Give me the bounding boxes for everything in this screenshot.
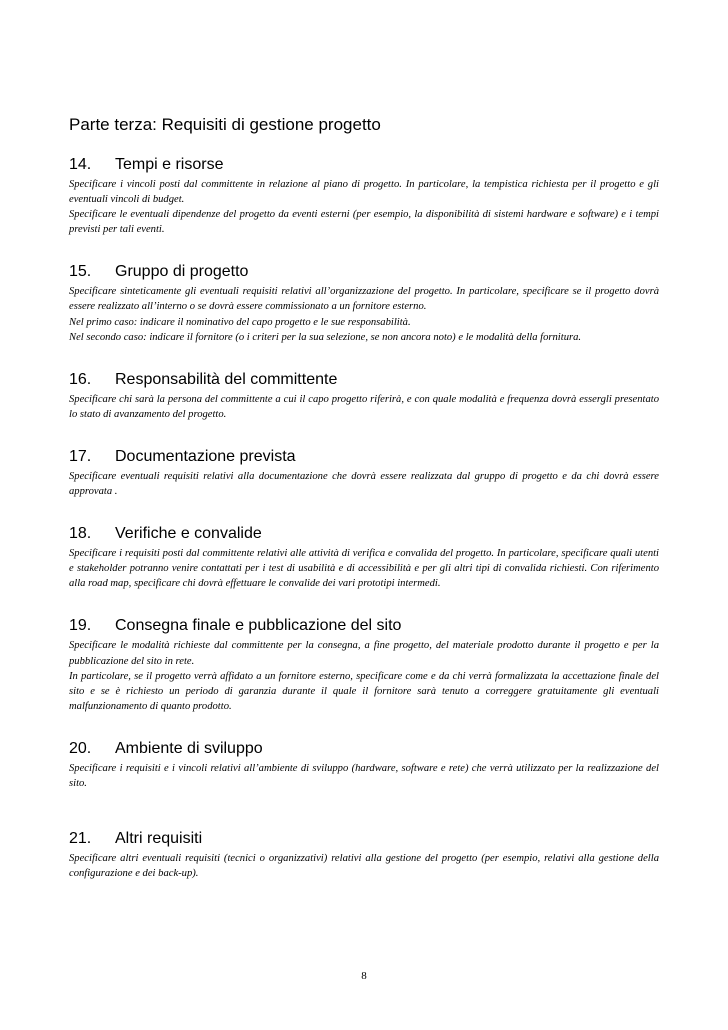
section-title: Verifiche e convalide xyxy=(115,525,262,543)
section-heading xyxy=(69,829,659,849)
section-heading xyxy=(69,262,659,282)
section-14 xyxy=(69,155,659,237)
section-paragraph: Specificare i requisiti posti dal committente relativi alle attività di verifica e convalida del progetto. In particolare, specificare quali utenti e stakeholder potranno venire contattati per i test di usabilità e di accessibilità e per gli altri tipi di convalida richiesti. Con riferimento alla road map, specificare chi dovrà effettuare le convalide dei vari prototipi intermedi. xyxy=(69,548,659,590)
section-21 xyxy=(69,829,659,881)
section-heading xyxy=(69,370,659,390)
section-20 xyxy=(69,739,659,791)
section-title: Documentazione prevista xyxy=(115,447,296,465)
section-heading xyxy=(69,739,659,759)
section-number: 14. xyxy=(69,156,92,173)
section-16 xyxy=(69,370,659,422)
section-title: Responsabilità del committente xyxy=(115,370,338,388)
section-paragraph: Nel secondo caso: indicare il fornitore (o i criteri per la sua selezione, se non ancora noto) e le modalità della fornitura. xyxy=(69,331,582,343)
section-title: Consegna finale e pubblicazione del sito xyxy=(115,617,402,635)
section-19 xyxy=(69,616,659,713)
section-paragraph: Specificare i vincoli posti dal committente in relazione al piano di progetto. In particolare, la tempistica richiesta per il progetto e gli eventuali vincoli di budget. xyxy=(69,179,659,206)
section-number: 18. xyxy=(69,525,92,543)
section-paragraph: Specificare chi sarà la persona del committente a cui il capo progetto riferirà, e con quale modalità e frequenza dovrà essergli presentato lo stato di avanzamento del progetto. xyxy=(69,393,659,420)
section-number: 19. xyxy=(69,617,92,635)
section-title: Ambiente di sviluppo xyxy=(115,739,263,757)
section-17 xyxy=(69,447,659,499)
section-paragraph: Specificare sinteticamente gli eventuali requisiti relativi all’organizzazione del progetto. In particolare, specificare se il progetto dovrà essere realizzato all’interno o se dovrà essere commissionato a un fornitore esterno. xyxy=(69,286,659,313)
section-18 xyxy=(69,524,659,591)
section-title: Gruppo di progetto xyxy=(115,263,249,281)
section-heading xyxy=(69,524,659,544)
section-paragraph: Specificare altri eventuali requisiti (tecnici o organizzativi) relativi alla gestione del progetto (per esempio, relativi alla gestione della configurazione e dei back-up). xyxy=(69,853,659,880)
section-number: 17. xyxy=(69,447,92,465)
section-15 xyxy=(69,262,659,344)
section-paragraph: Specificare le eventuali dipendenze del progetto da eventi esterni (per esempio, la disponibilità di sistemi hardware e software) e i tempi previsti per tali eventi. xyxy=(69,209,659,236)
section-paragraph: In particolare, se il progetto verrà affidato a un fornitore esterno, specificare come e da chi verrà formalizzata la accettazione finale del sito e se è richiesto un periodo di garanzia durante il quale il fornitore sarà tenuto a correggere gratuitamente gli eventuali malfunzionamento di quanto prodotto. xyxy=(69,670,659,712)
section-number: 15. xyxy=(69,263,92,281)
section-title: Altri requisiti xyxy=(115,830,203,848)
section-number: 20. xyxy=(69,739,92,757)
section-paragraph: Specificare le modalità richieste dal committente per la consegna, a fine progetto, del materiale prodotto durante il progetto e per la pubblicazione del sito in rete. xyxy=(69,640,659,667)
part-title: Parte terza: Requisiti di gestione progetto xyxy=(69,115,381,134)
section-heading xyxy=(69,447,659,467)
section-heading xyxy=(69,616,659,636)
page-number: 8 xyxy=(361,970,367,982)
section-number: 21. xyxy=(69,830,92,848)
section-paragraph: Nel primo caso: indicare il nominativo del capo progetto e le sue responsabilità. xyxy=(69,316,411,328)
section-paragraph: Specificare eventuali requisiti relativi alla documentazione che dovrà essere realizzata dal gruppo di progetto e da chi dovrà essere approvata . xyxy=(69,470,659,498)
section-paragraph: Specificare i requisiti e i vincoli relativi all’ambiente di sviluppo (hardware, software e rete) che verrà utilizzato per la realizzazione del sito. xyxy=(69,762,659,789)
page-content xyxy=(69,114,659,906)
section-title: Tempi e risorse xyxy=(115,156,224,173)
section-number: 16. xyxy=(69,370,92,388)
section-heading xyxy=(69,155,659,175)
